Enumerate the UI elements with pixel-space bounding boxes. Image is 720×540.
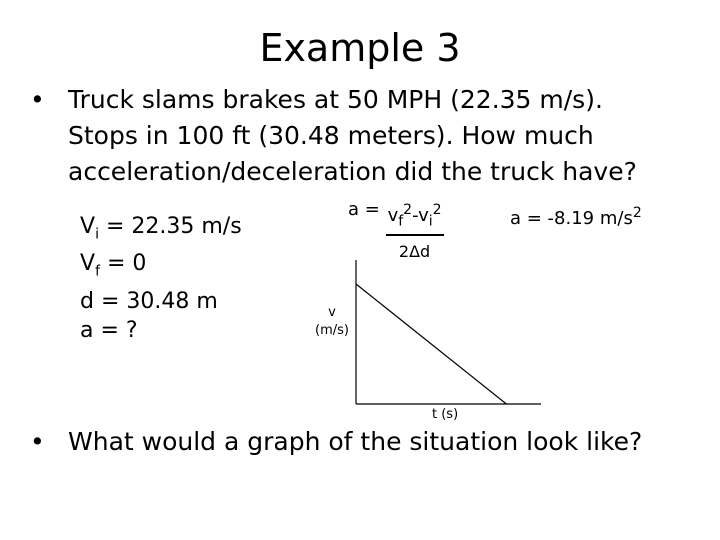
given-acceleration-unknown: a = ?: [80, 317, 138, 343]
initial-velocity-subscript: i: [95, 226, 99, 243]
problem-text: Truck slams brakes at 50 MPH (22.35 m/s). Stops in 100 ft (30.48 meters). How much acceleration/deceleration did the truck have?: [68, 85, 637, 186]
question-text: What would a graph of the situation look like?: [68, 427, 643, 456]
formula-denominator: 2Δd: [398, 241, 431, 261]
given-distance: d = 30.48 m: [80, 288, 218, 314]
initial-velocity-variable: V: [80, 214, 96, 239]
acceleration-answer: [510, 201, 642, 231]
given-initial-velocity: [80, 212, 242, 249]
bullet-question: [30, 424, 642, 460]
slide-title: Example 3: [259, 26, 461, 70]
formula-numerator: [386, 198, 444, 236]
formula-initial-exponent: 2: [432, 202, 442, 218]
formula-lhs: a =: [348, 199, 386, 220]
formula-minus-initial: -v: [412, 205, 429, 226]
formula-final-subscript: f: [398, 213, 404, 230]
bullet-problem: [30, 82, 637, 190]
bullet-marker: •: [30, 85, 45, 114]
final-velocity-value: = 0: [100, 251, 147, 277]
y-axis-label: [310, 304, 354, 340]
velocity-line-segment: [356, 284, 506, 404]
bullet-marker: •: [30, 427, 45, 456]
x-axis-label: t (s): [432, 407, 459, 422]
formula-final-velocity: v: [387, 205, 399, 226]
givens-list: [80, 212, 242, 345]
formula-initial-subscript: i: [428, 213, 433, 230]
initial-velocity-value: = 22.35 m/s: [98, 214, 242, 239]
answer-exponent: 2: [632, 205, 642, 221]
final-velocity-variable: V: [80, 251, 96, 277]
y-axis-label-line-1: v: [328, 305, 336, 320]
answer-text: a = -8.19 m/s: [510, 208, 633, 229]
y-axis-label-line-2: (m/s): [315, 323, 349, 338]
given-final-velocity: [80, 249, 242, 286]
final-velocity-subscript: f: [95, 263, 100, 280]
formula-final-exponent: 2: [403, 202, 413, 218]
